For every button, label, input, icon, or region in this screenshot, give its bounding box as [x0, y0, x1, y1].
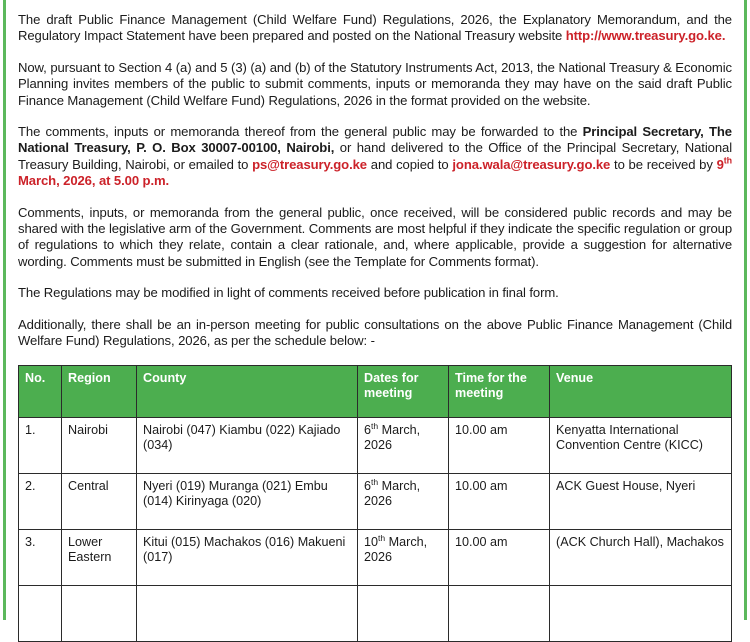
paragraph-text: to be received by — [610, 156, 717, 172]
column-header-venue: Venue — [550, 365, 732, 417]
cell-county: Kitui (015) Machakos (016) Makueni (017) — [137, 529, 358, 585]
cell-venue: ACK Guest House, Nyeri — [550, 473, 732, 529]
cell-county — [137, 585, 358, 641]
cell-time: 10.00 am — [449, 529, 550, 585]
date-day: 6 — [364, 478, 372, 493]
cell-time — [449, 585, 550, 641]
cell-time: 10.00 am — [449, 473, 550, 529]
cell-region — [62, 585, 137, 641]
paragraph-submission-channels — [18, 124, 732, 190]
paragraph-text: The comments, inputs or memoranda thereof from the general public may be forwarded to the — [18, 124, 583, 140]
cell-venue: Kenyatta International Convention Centre (KICC) — [550, 417, 732, 473]
column-header-time: Time for the meeting — [449, 365, 550, 417]
cell-date — [358, 529, 449, 585]
cell-region: Nairobi — [62, 417, 137, 473]
table-body — [19, 417, 732, 641]
cell-date — [358, 585, 449, 641]
cell-no: 2. — [19, 473, 62, 529]
deadline-day: 9 — [716, 156, 724, 172]
document-body — [18, 0, 732, 620]
copy-email-address[interactable]: jona.wala@treasury.go.ke — [452, 156, 611, 172]
cell-no: 1. — [19, 417, 62, 473]
paragraph-public-records-notice: Comments, inputs, or memoranda from the general public, once received, will be considered public records and may be shared with the legislative arm of the Government. Comments are most helpful if they indicate the specific regulation or group of regulations to which they relate, contain a clear rationale, and, where applicable, provide a suggestion for alternative wording. Comments must be submitted in English (see the Template for Comments format). — [18, 204, 732, 269]
deadline-rest: March, 2026, at 5.00 p.m. — [18, 173, 170, 189]
table-row — [19, 473, 732, 529]
date-day: 10 — [364, 534, 379, 549]
table-row — [19, 417, 732, 473]
table-header — [19, 365, 732, 417]
table-header-row — [19, 365, 732, 417]
table-row — [19, 585, 732, 641]
treasury-website-url[interactable]: http://www.treasury.go.ke. — [565, 28, 726, 44]
paragraph-modification-notice: The Regulations may be modified in light of comments received before publication in final form. — [18, 285, 559, 301]
cell-region: Lower Eastern — [62, 529, 137, 585]
cell-venue — [550, 585, 732, 641]
cell-date — [358, 473, 449, 529]
right-margin-rule — [744, 0, 747, 620]
cell-no — [19, 585, 62, 641]
cell-time: 10.00 am — [449, 417, 550, 473]
date-ordinal: th — [371, 476, 379, 487]
consultation-schedule-table — [18, 365, 732, 642]
paragraph-text: The draft Public Finance Management (Child Welfare Fund) Regulations, 2026, the Explanatory Memorandum, and the Regulatory Impact Statement have been prepared and posted on the National Treasury website — [18, 12, 732, 44]
cell-county: Nyeri (019) Muranga (021) Embu (014) Kirinyaga (020) — [137, 473, 358, 529]
paragraph-website-posting — [18, 0, 732, 45]
column-header-region: Region — [62, 365, 137, 417]
paragraph-meeting-intro: Additionally, there shall be an in-person meeting for public consultations on the above Public Finance Management (Child Welfare Fund) Regulations, 2026, as per the schedule below: - — [18, 316, 732, 349]
cell-date — [358, 417, 449, 473]
column-header-county: County — [137, 365, 358, 417]
left-margin-rule — [3, 0, 6, 620]
date-rest: March, 2026 — [364, 422, 421, 452]
cell-no: 3. — [19, 529, 62, 585]
date-day: 6 — [364, 422, 372, 437]
paragraph-statutory-invitation: Now, pursuant to Section 4 (a) and 5 (3) (a) and (b) of the Statutory Instruments Act, 2013, the National Treasury & Economic Planning invites members of the public to submit comments, inputs or memoranda they may have on the said draft Public Finance Management (Child Welfare Fund) Regulations, 2026 in the format provided on the website. — [18, 59, 732, 108]
paragraph-text: and copied to — [366, 156, 453, 172]
postal-address: Principal Secretary, The National Treasury, P. O. Box 30007-00100, Nairobi, — [18, 124, 732, 156]
date-rest: March, 2026 — [364, 534, 428, 564]
cell-region: Central — [62, 473, 137, 529]
column-header-dates: Dates for meeting — [358, 365, 449, 417]
deadline-ordinal: th — [723, 155, 732, 166]
date-rest: March, 2026 — [364, 478, 421, 508]
cell-venue: (ACK Church Hall), Machakos — [550, 529, 732, 585]
date-ordinal: th — [371, 420, 379, 431]
primary-email-address[interactable]: ps@treasury.go.ke — [252, 156, 367, 172]
paragraph-text: or hand delivered to the Office of the Principal Secretary, National Treasury Building, Nairobi, or emailed to — [18, 140, 733, 172]
cell-county: Nairobi (047) Kiambu (022) Kajiado (034) — [137, 417, 358, 473]
column-header-no: No. — [19, 365, 62, 417]
date-ordinal: th — [378, 532, 386, 543]
table-row — [19, 529, 732, 585]
